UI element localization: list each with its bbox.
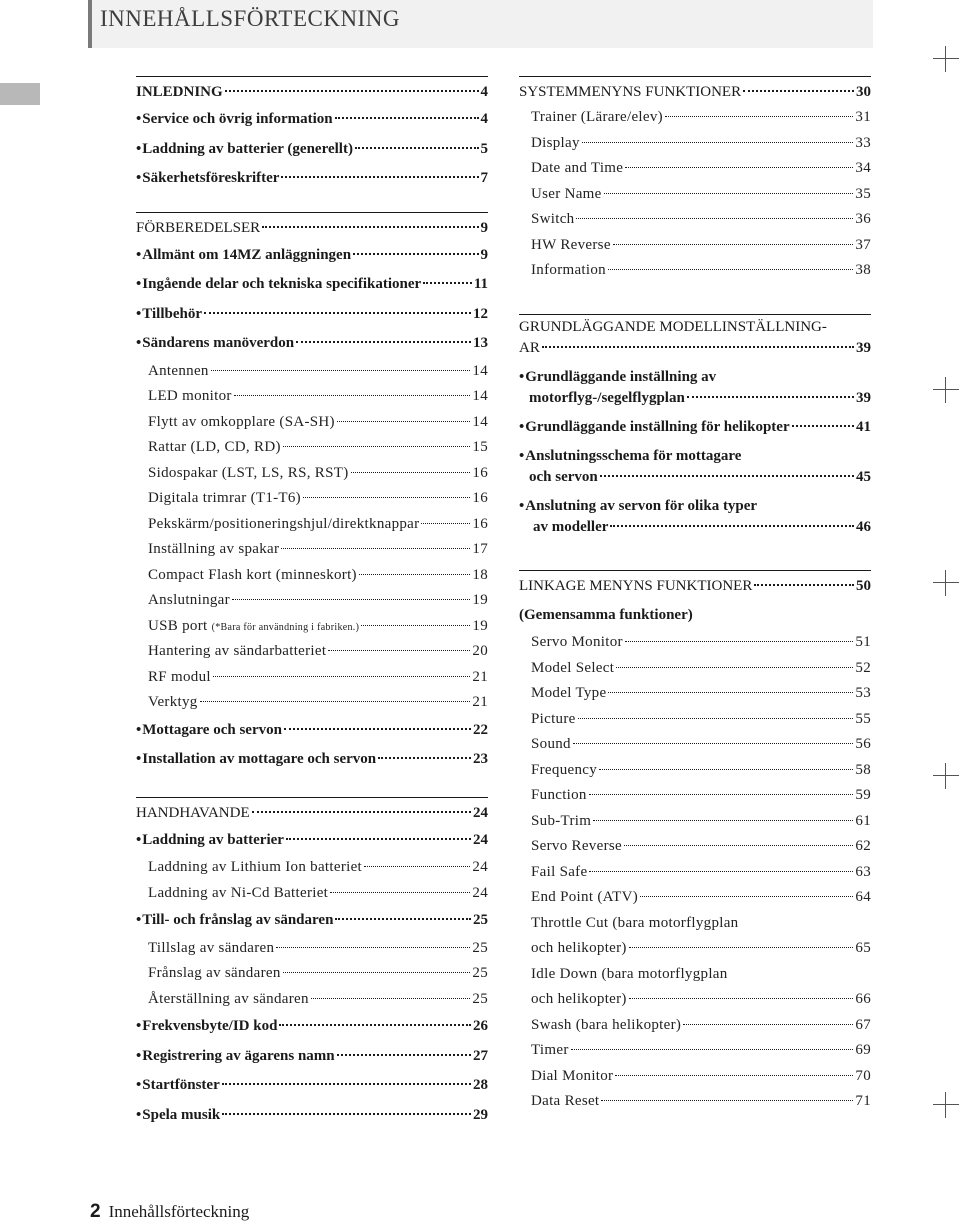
toc-subitem[interactable]: Inställning av spakar 17 [148, 541, 488, 557]
toc-subitem[interactable]: Återställning av sändaren 25 [148, 990, 488, 1007]
toc-item[interactable]: • Till- och frånslag av sändaren 25 [136, 906, 488, 936]
toc-subitem[interactable]: Compact Flash kort (minneskort) 18 [148, 566, 488, 583]
toc-subitem-multiline[interactable]: Throttle Cut (bara motorflygplan och helikopter) 65 [519, 911, 871, 962]
toc-subitem[interactable]: Antennen 14 [148, 362, 488, 379]
toc-subitem[interactable]: Fail Safe 63 [531, 863, 871, 880]
toc-subitem[interactable]: Switch 36 [531, 211, 871, 227]
toc-subitem[interactable]: Display 33 [531, 134, 871, 151]
toc-subitem[interactable]: Tillslag av sändaren 25 [148, 939, 488, 956]
toc-group-label: (Gemensamma funktioner) [519, 607, 693, 623]
toc-subitem[interactable]: End Point (ATV) 64 [531, 889, 871, 905]
toc-item[interactable]: • Sändarens manöverdon 13 [136, 329, 488, 359]
toc-item[interactable]: • Säkerhetsföreskrifter 7 [136, 164, 488, 194]
toc-subitem[interactable]: Sub-Trim 61 [531, 812, 871, 829]
toc-section-linkage[interactable]: LINKAGE MENYNS FUNKTIONER 50 [519, 578, 871, 594]
toc-subitem[interactable]: Laddning av Lithium Ion batteriet 24 [148, 859, 488, 875]
toc-item[interactable]: • Tillbehör 12 [136, 300, 488, 330]
subitem-label: USB port [148, 617, 208, 634]
toc-item[interactable]: • Mottagare och servon 22 [136, 716, 488, 746]
title-bar [88, 0, 873, 48]
crop-mark-icon [933, 46, 959, 72]
toc-item[interactable]: • Spela musik 29 [136, 1101, 488, 1131]
toc-item[interactable]: • Grundläggande inställning för helikopter 41 [519, 413, 871, 443]
toc-item[interactable]: • Installation av mottagare och servon 23 [136, 745, 488, 775]
toc-subitem[interactable]: Dial Monitor 70 [531, 1067, 871, 1084]
page-title: INNEHÅLLSFÖRTECKNING [100, 6, 400, 31]
toc-item[interactable]: • Laddning av batterier (generellt) 5 [136, 135, 488, 165]
toc-item[interactable]: • Startfönster 28 [136, 1071, 488, 1101]
item-title-line: • Anslutningsschema för mottagare [519, 446, 871, 467]
toc-section-forberedelser[interactable]: FÖRBEREDELSER 9 [136, 219, 488, 236]
toc-item[interactable]: • Laddning av batterier 24 [136, 826, 488, 856]
toc-subitem[interactable]: Date and Time 34 [531, 160, 871, 176]
toc-subitem[interactable]: Pekskärm/positioneringshjul/direktknappar 16 [148, 515, 488, 532]
toc-subitem[interactable]: Sidospakar (LST, LS, RS, RST) 16 [148, 464, 488, 481]
toc-subitem[interactable]: Flytt av omkopplare (SA-SH) 14 [148, 413, 488, 430]
section-rule [519, 570, 871, 571]
crop-mark-icon [933, 1092, 959, 1118]
crop-mark-icon [933, 377, 959, 403]
toc-section-grundlaggande[interactable]: GRUNDLÄGGANDE MODELLINSTÄLLNING- AR 39 [519, 318, 871, 356]
footer-label: Innehållsförteckning [108, 1202, 250, 1221]
toc-section-handhavande[interactable]: HANDHAVANDE 24 [136, 804, 488, 821]
toc-subitem[interactable]: USB port (*Bara för användning i fabriken.) 19 [148, 617, 488, 634]
side-tab-marker [0, 83, 40, 105]
toc-subitem[interactable]: Timer 69 [531, 1042, 871, 1058]
toc-subitem[interactable]: Picture 55 [531, 710, 871, 727]
crop-mark-icon [933, 570, 959, 596]
toc-item[interactable]: • Service och övrig information 4 [136, 105, 488, 135]
toc-item[interactable]: • Grundläggande inställning av motorflyg-/segelflygplan 39 [519, 367, 871, 409]
toc-subitem-multiline[interactable]: Idle Down (bara motorflygplan och helikopter) 66 [519, 962, 871, 1013]
subitem-title-line: Idle Down (bara motorflygplan [531, 965, 728, 982]
toc-subitem[interactable]: Verktyg 21 [148, 694, 488, 710]
toc-subitem[interactable]: Digitala trimrar (T1-T6) 16 [148, 490, 488, 506]
toc-section-systemmeny[interactable]: SYSTEMMENYNS FUNKTIONER 30 [519, 84, 871, 100]
toc-subitem[interactable]: Function 59 [531, 787, 871, 803]
toc-subitem[interactable]: Model Type 53 [531, 685, 871, 701]
toc-subitem[interactable]: Rattar (LD, CD, RD) 15 [148, 439, 488, 455]
section-rule [136, 212, 488, 213]
toc-subitem[interactable]: Anslutningar 19 [148, 592, 488, 608]
page-number: 2 [90, 1201, 101, 1222]
toc-item[interactable]: • Ingående delar och tekniska specifikationer 11 [136, 270, 488, 300]
toc-section-inledning[interactable]: INLEDNING 4 [136, 84, 488, 100]
section-rule [136, 797, 488, 798]
item-title-line: • Grundläggande inställning av [519, 367, 871, 388]
toc-subitem[interactable]: Swash (bara helikopter) 67 [531, 1016, 871, 1033]
toc-subitem[interactable]: Model Select 52 [531, 659, 871, 676]
toc-subitem[interactable]: HW Reverse 37 [531, 236, 871, 253]
item-title-line: • Anslutning av servon för olika typer [519, 496, 871, 517]
subitem-note: (*Bara för användning i fabriken.) [211, 621, 360, 633]
toc-subitem[interactable]: Information 38 [531, 262, 871, 278]
toc-subitem[interactable]: Servo Monitor 51 [531, 634, 871, 650]
toc-subitem[interactable]: User Name 35 [531, 185, 871, 202]
toc-item[interactable]: • Frekvensbyte/ID kod 26 [136, 1012, 488, 1042]
toc-subitem[interactable]: Servo Reverse 62 [531, 838, 871, 854]
toc-subitem[interactable]: Laddning av Ni-Cd Batteriet 24 [148, 884, 488, 901]
section-rule [136, 76, 488, 77]
toc-left-column [136, 76, 488, 1130]
page-footer [90, 1201, 249, 1223]
toc-subitem[interactable]: RF modul 21 [148, 668, 488, 685]
toc-item[interactable]: • Anslutning av servon för olika typer av modeller 46 [519, 496, 871, 538]
toc-subitem[interactable]: Hantering av sändarbatteriet 20 [148, 643, 488, 659]
toc-subitem[interactable]: Frequency 58 [531, 761, 871, 778]
toc-subitem[interactable]: Trainer (Lärare/elev) 31 [531, 109, 871, 125]
toc-item[interactable]: • Registrering av ägarens namn 27 [136, 1042, 488, 1072]
toc-subitem[interactable]: Frånslag av sändaren 25 [148, 965, 488, 981]
crop-mark-icon [933, 763, 959, 789]
section-rule [519, 314, 871, 315]
section-rule [519, 76, 871, 77]
section-title-line: GRUNDLÄGGANDE MODELLINSTÄLLNING- [519, 318, 827, 335]
toc-subitem[interactable]: Sound 56 [531, 736, 871, 752]
toc-subitem[interactable]: Data Reset 71 [531, 1093, 871, 1109]
subitem-title-line: Throttle Cut (bara motorflygplan [531, 914, 739, 931]
toc-item[interactable]: • Anslutningsschema för mottagare och servon 45 [519, 446, 871, 488]
toc-subitem[interactable]: LED monitor 14 [148, 388, 488, 404]
toc-item[interactable]: • Allmänt om 14MZ anläggningen 9 [136, 241, 488, 271]
toc-right-column [519, 76, 871, 1115]
